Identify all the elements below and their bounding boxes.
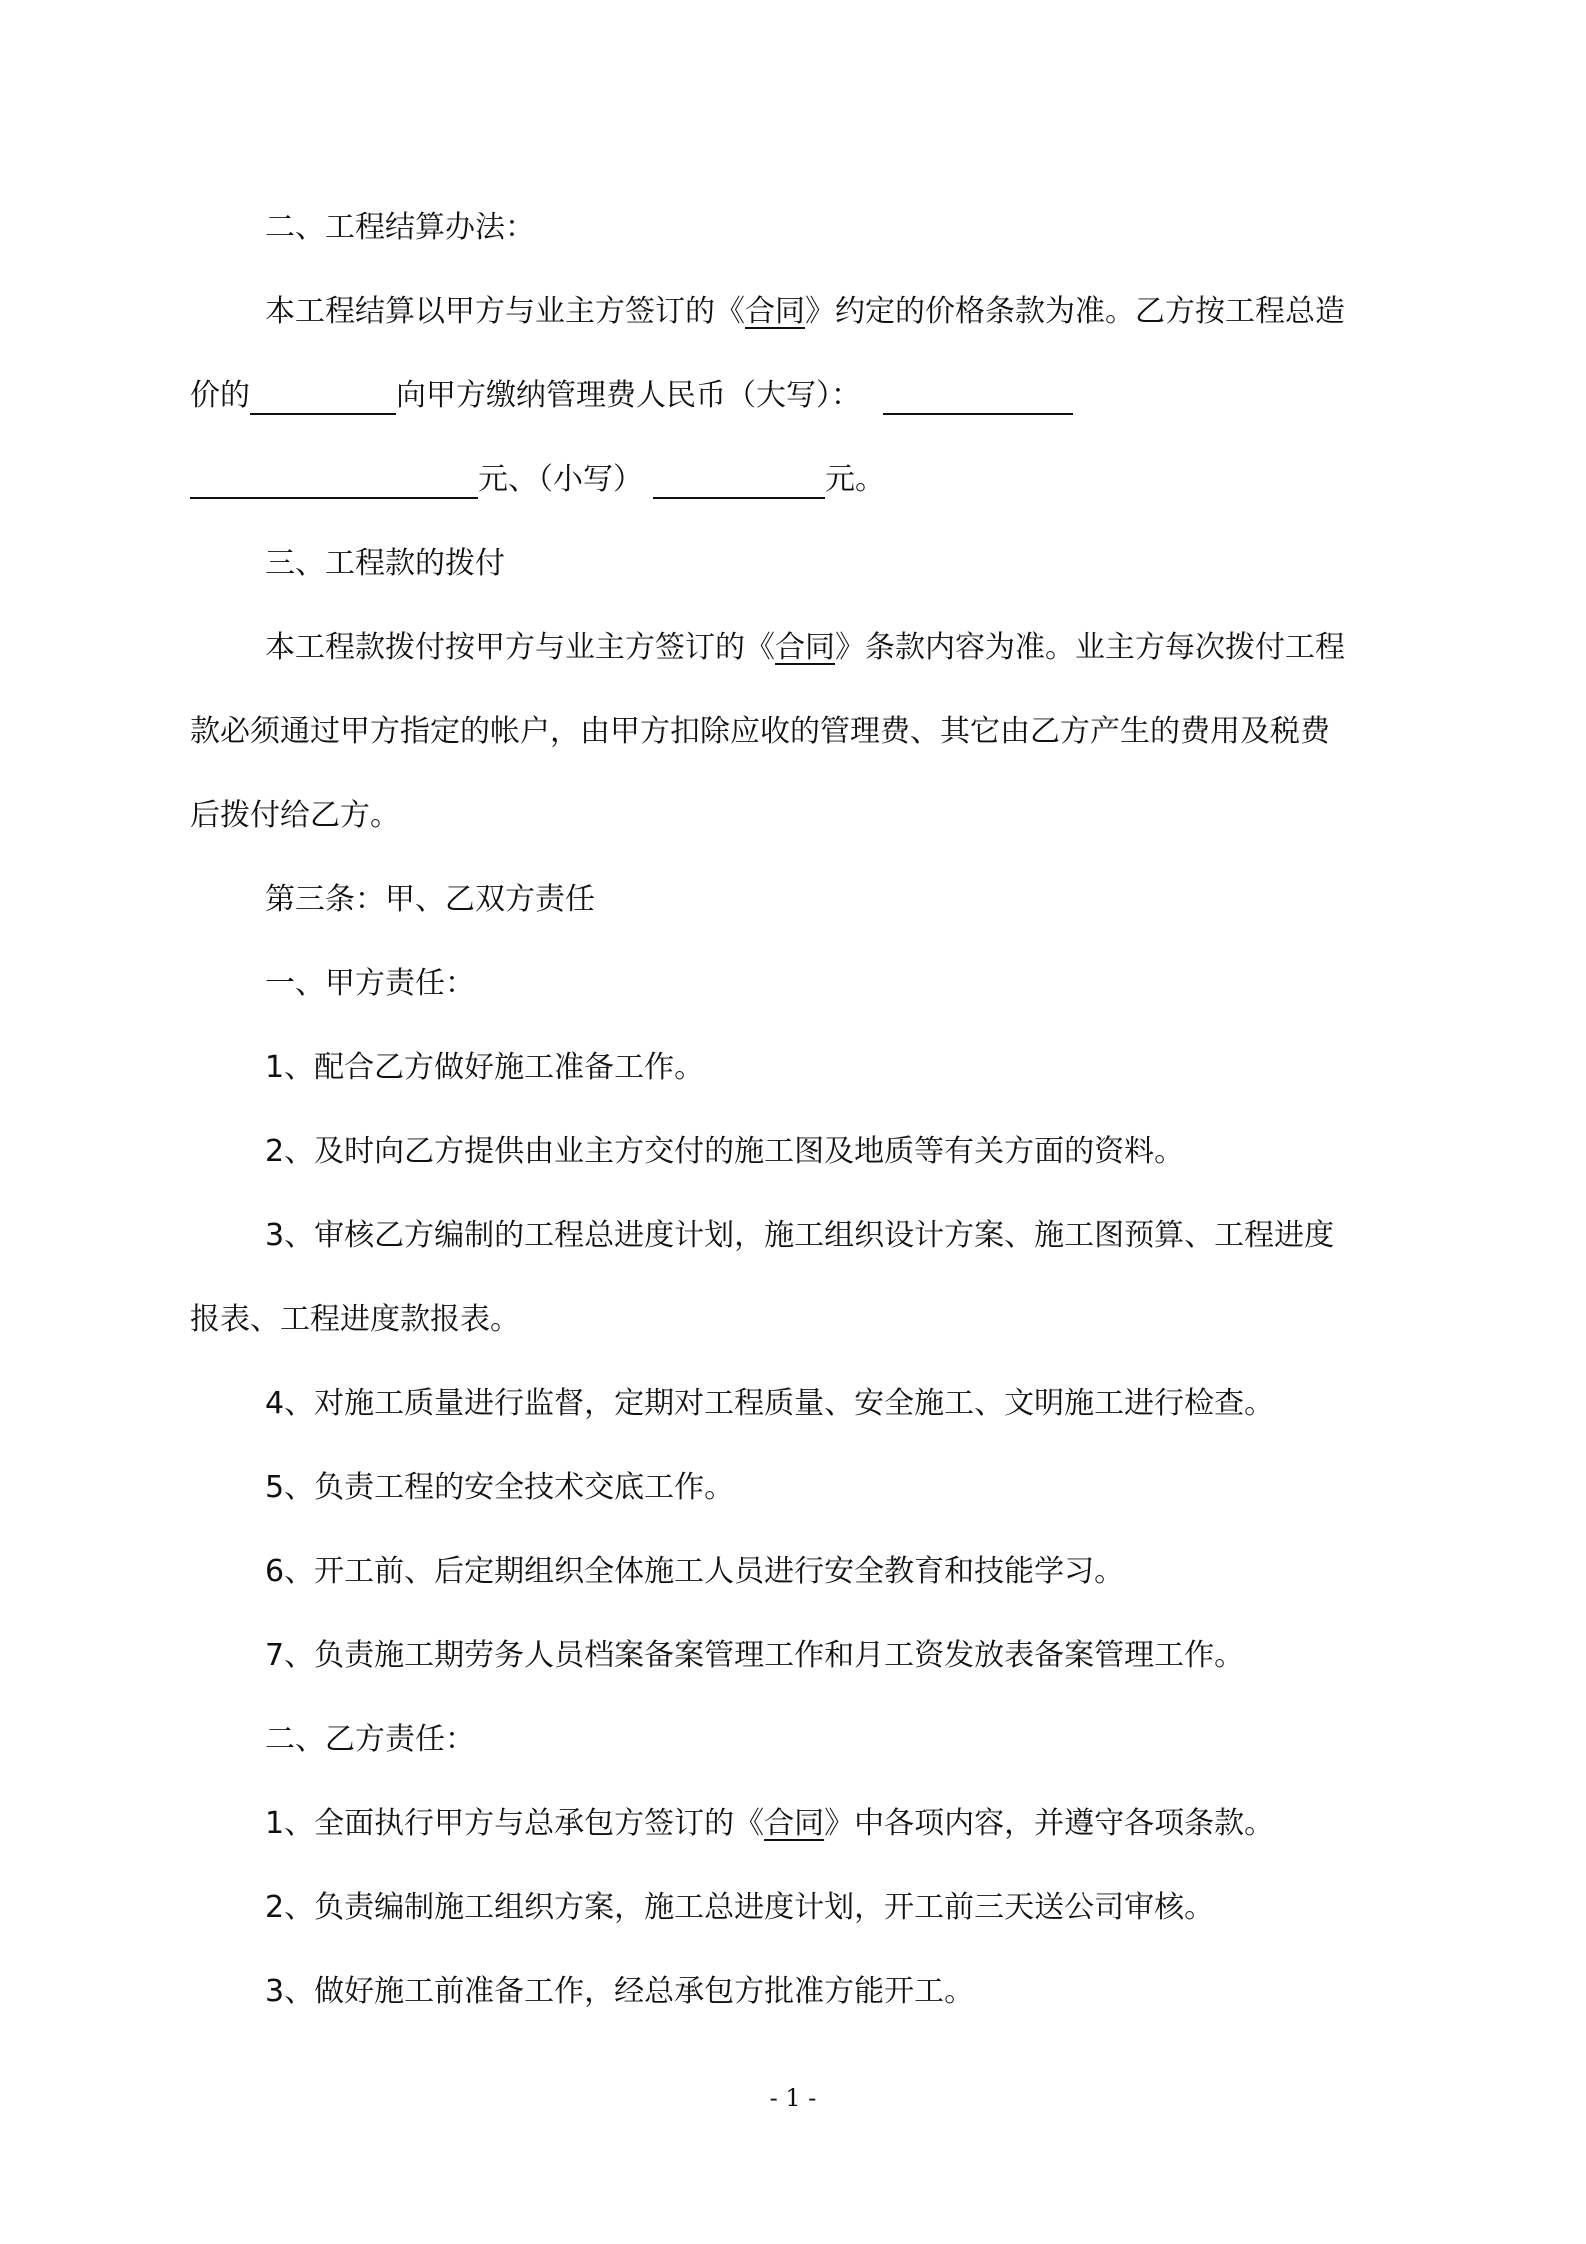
section-2-paragraph-line-2 (190, 374, 1073, 418)
party-a-item-2: 2、及时向乙方提供由业主方交付的施工图及地质等有关方面的资料。 (265, 1134, 1185, 1169)
party-a-item-3-line-1: 3、审核乙方编制的工程总进度计划，施工组织设计方案、施工图预算、工程进度 (265, 1218, 1335, 1253)
section-3-paragraph-line-1: 本工程款拨付按甲方与业主方签订的《合同》条款内容为准。业主方每次拨付工程 (265, 630, 1345, 665)
section-2-paragraph-line-1: 本工程结算以甲方与业主方签订的《合同》约定的价格条款为准。乙方按工程总造 (265, 294, 1345, 329)
fill-in-blank-amount-figures (653, 463, 825, 499)
party-b-title: 二、乙方责任： (265, 1722, 475, 1757)
party-a-item-1: 1、配合乙方做好施工准备工作。 (265, 1050, 705, 1085)
party-a-item-4: 4、对施工质量进行监督，定期对工程质量、安全施工、文明施工进行检查。 (265, 1386, 1275, 1421)
party-a-item-7: 7、负责施工期劳务人员档案备案管理工作和月工资发放表备案管理工作。 (265, 1638, 1245, 1673)
fill-in-blank-percentage (250, 379, 396, 415)
section-3-title: 三、工程款的拨付 (265, 546, 505, 581)
section-2-title: 二、工程结算办法： (265, 210, 535, 245)
contract-reference: 合同 (775, 630, 835, 665)
fill-in-blank-amount-words-cont (190, 463, 478, 499)
text-segment: 价的 (190, 378, 250, 413)
section-2-paragraph-line-3 (190, 458, 885, 502)
party-a-item-3-line-2: 报表、工程进度款报表。 (190, 1302, 520, 1337)
text-segment: 向甲方缴纳管理费人民币（大写）： (396, 378, 861, 413)
text-segment: 元。 (825, 462, 885, 497)
article-3-title: 第三条：甲、乙双方责任 (265, 882, 595, 917)
party-b-item-2: 2、负责编制施工组织方案，施工总进度计划，开工前三天送公司审核。 (265, 1890, 1215, 1925)
page-number: - 1 - (769, 2084, 817, 2112)
party-b-item-3: 3、做好施工前准备工作，经总承包方批准方能开工。 (265, 1974, 975, 2009)
party-b-item-1: 1、全面执行甲方与总承包方签订的《合同》中各项内容，并遵守各项条款。 (265, 1806, 1275, 1841)
fill-in-blank-amount-words (883, 379, 1073, 415)
contract-reference: 合同 (745, 294, 805, 329)
party-a-item-5: 5、负责工程的安全技术交底工作。 (265, 1470, 735, 1505)
party-a-title: 一、甲方责任： (265, 966, 475, 1001)
contract-reference: 合同 (764, 1806, 825, 1841)
section-3-paragraph-line-3: 后拨付给乙方。 (190, 798, 400, 833)
text-segment: 元、（小写） (478, 462, 643, 497)
party-a-item-6: 6、开工前、后定期组织全体施工人员进行安全教育和技能学习。 (265, 1554, 1125, 1589)
section-3-paragraph-line-2: 款必须通过甲方指定的帐户，由甲方扣除应收的管理费、其它由乙方产生的费用及税费 (190, 714, 1330, 749)
